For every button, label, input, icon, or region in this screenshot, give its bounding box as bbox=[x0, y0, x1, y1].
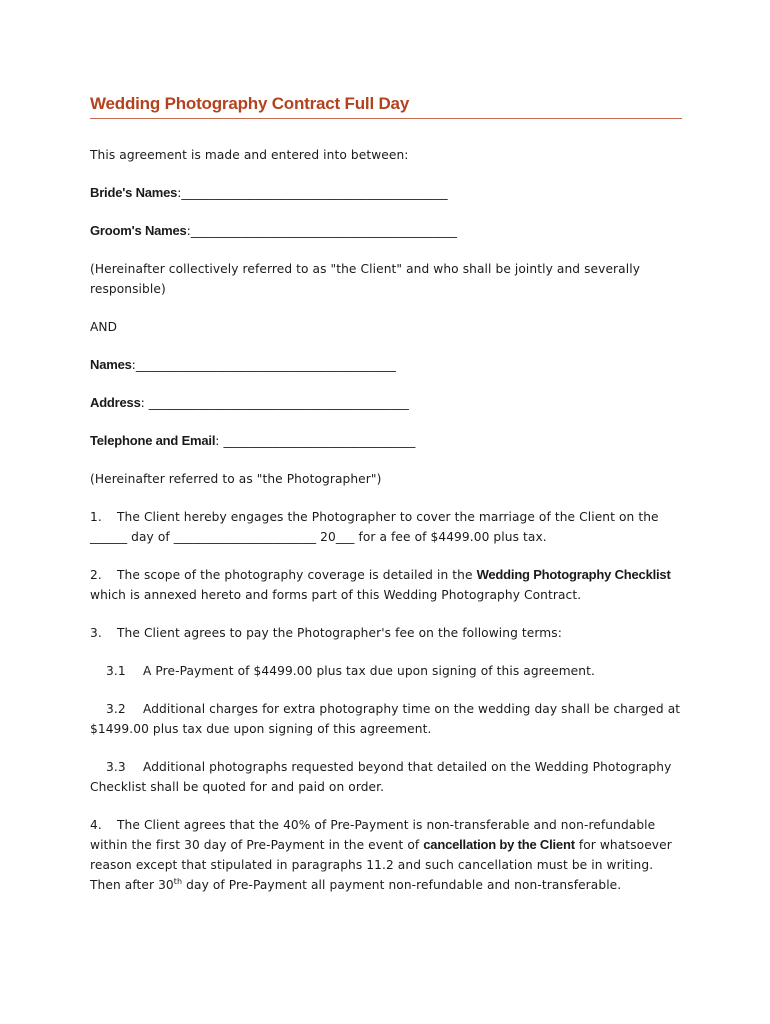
clause-1 bbox=[90, 507, 682, 547]
groom-names-line bbox=[90, 221, 682, 241]
telephone-label: Telephone and Email bbox=[90, 433, 216, 448]
and-text: AND bbox=[90, 320, 118, 334]
address-label: Address bbox=[90, 395, 141, 410]
clause-2 bbox=[90, 565, 682, 605]
clause-1-text: The Client hereby engages the Photographer to cover the marriage of the Client on the ______ day of _______________________ 20___ for a fee of $4499.00 plus tax. bbox=[90, 510, 659, 544]
clause-3-2 bbox=[90, 699, 682, 739]
clause-4-text-mid: for whatsoever reason except that stipulated in paragraphs 11.2 and such cancellation must be in writing. Then after 30 bbox=[90, 838, 672, 892]
cancellation-by-client: cancellation by the Client bbox=[423, 837, 575, 852]
client-note: (Hereinafter collectively referred to as "the Client" and who shall be jointly and severally responsible) bbox=[90, 262, 641, 296]
clause-3-2-text: Additional charges for extra photography time on the wedding day shall be charged at $1499.00 plus tax due upon signing of this agreement. bbox=[90, 702, 681, 736]
clause-3-text: The Client agrees to pay the Photographer's fee on the following terms: bbox=[117, 626, 562, 640]
bride-names-blank: :___________________________________________ bbox=[177, 186, 448, 200]
address-blank: : __________________________________________ bbox=[140, 396, 409, 410]
document-title: Wedding Photography Contract Full Day bbox=[90, 94, 682, 119]
clause-4-text-after: day of Pre-Payment all payment non-refundable and non-transferable. bbox=[182, 878, 622, 892]
clause-4-text-before: The Client agrees that the 40% of Pre-Payment is non-transferable and non-refundable within the first 30 day of Pre-Payment in the event of bbox=[90, 818, 656, 852]
clause-3 bbox=[90, 623, 682, 643]
clause-3-3-number: 3.3 bbox=[106, 760, 126, 774]
intro-text: This agreement is made and entered into between: bbox=[90, 148, 409, 162]
clause-3-1-text: A Pre-Payment of $4499.00 plus tax due upon signing of this agreement. bbox=[143, 664, 595, 678]
clause-3-2-number: 3.2 bbox=[106, 702, 126, 716]
clause-3-3 bbox=[90, 757, 682, 797]
names-blank: :__________________________________________ bbox=[131, 358, 396, 372]
clause-3-number: 3. bbox=[90, 626, 102, 640]
names-line bbox=[90, 355, 682, 375]
clause-3-1-number: 3.1 bbox=[106, 664, 126, 678]
clause-2-number: 2. bbox=[90, 568, 102, 582]
ordinal-suffix: th bbox=[173, 877, 183, 886]
groom-names-label: Groom's Names bbox=[90, 223, 187, 238]
clause-2-text-after: which is annexed hereto and forms part of this Wedding Photography Contract. bbox=[90, 588, 582, 602]
clause-3-3-text: Additional photographs requested beyond that detailed on the Wedding Photography Checklist shall be quoted for and paid on order. bbox=[90, 760, 672, 794]
clause-1-number: 1. bbox=[90, 510, 102, 524]
clause-4 bbox=[90, 815, 682, 895]
bride-names-label: Bride's Names bbox=[90, 185, 178, 200]
clause-2-text-before: The scope of the photography coverage is detailed in the bbox=[117, 568, 477, 582]
groom-names-blank: :___________________________________________ bbox=[186, 224, 458, 238]
contract-page bbox=[90, 94, 682, 895]
telephone-line bbox=[90, 431, 682, 451]
bride-names-line bbox=[90, 183, 682, 203]
address-line bbox=[90, 393, 682, 413]
clause-3-1 bbox=[90, 661, 682, 681]
clause-4-number: 4. bbox=[90, 818, 102, 832]
telephone-blank: : _______________________________ bbox=[215, 434, 416, 448]
names-label: Names bbox=[90, 357, 132, 372]
photographer-note: (Hereinafter referred to as "the Photographer") bbox=[90, 472, 382, 486]
checklist-reference: Wedding Photography Checklist bbox=[476, 567, 671, 582]
